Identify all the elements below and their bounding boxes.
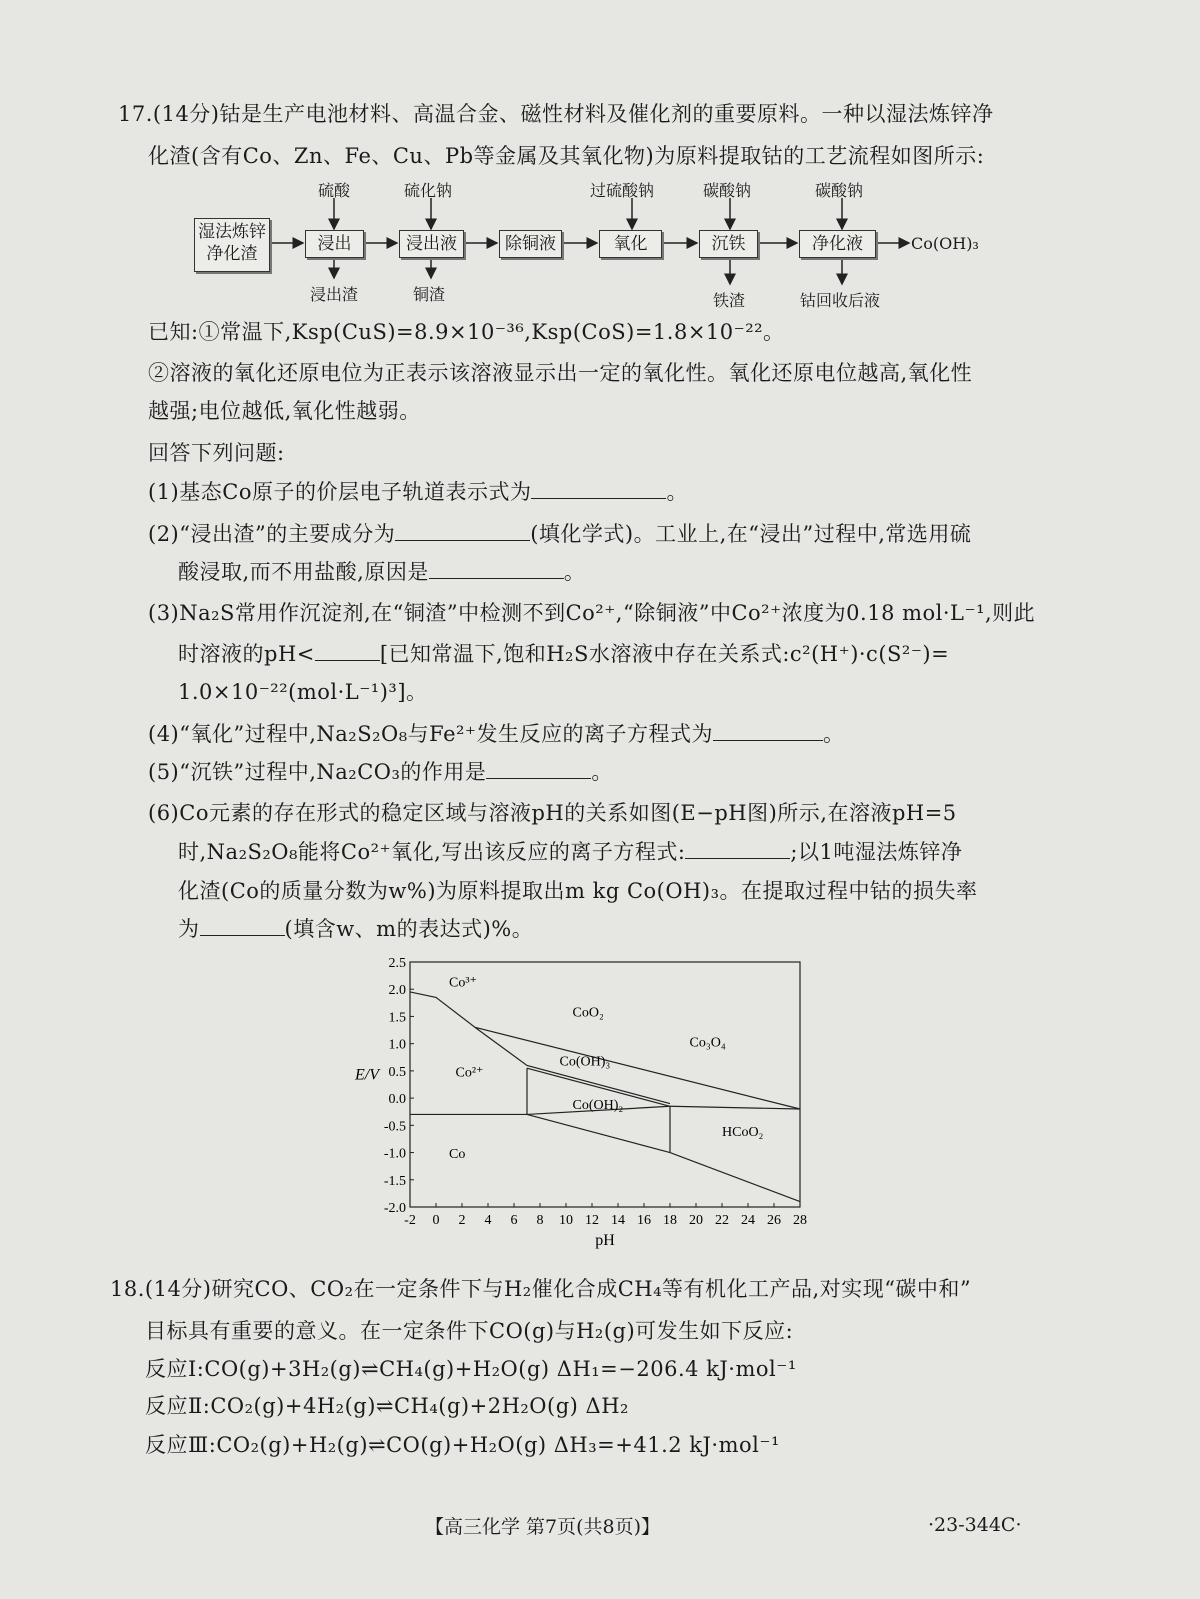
flow-product: Co(OH)₃ [911,234,979,253]
answer-blank-6b[interactable] [200,915,285,936]
answer-blank-5[interactable] [486,758,591,779]
question-4 [148,720,845,747]
flow-step-leachate: 浸出液 [399,230,464,258]
flow-start-label-1: 湿法炼锌 [198,222,266,242]
q18-line2: 目标具有重要的意义。在一定条件下CO(g)与H₂(g)可发生如下反应: [145,1319,794,1343]
question-1-text: (1)基态Co原子的价层电子轨道表示式为 [148,480,532,504]
answer-prompt: 回答下列问题: [148,441,285,465]
x-tick-label: 8 [536,1213,544,1228]
flow-input-3: 过硫酸钠 [590,181,655,200]
x-tick-label: 0 [432,1213,440,1228]
x-tick-label: 18 [663,1213,677,1228]
question-3b-tail: [已知常温下,饱和H₂S水溶液中存在关系式:c²(H⁺)·c(S²⁻)= [379,642,950,666]
y-tick-label: -1.5 [383,1173,406,1189]
x-tick-label: 2 [458,1213,466,1228]
answer-blank-2b[interactable] [429,558,564,579]
x-tick-label: 20 [689,1213,703,1228]
known-1: 已知:①常温下,Ksp(CuS)=8.9×10⁻³⁶,Ksp(CoS)=1.8×10⁻²²。 [148,320,785,344]
region-label: HCoO₂ [722,1125,764,1141]
y-tick-label: -2.0 [383,1201,406,1216]
region-label: CoO₂ [572,1005,604,1021]
question-2b [178,558,585,585]
question-3a: (3)Na₂S常用作沉淀剂,在“铜渣”中检测不到Co²⁺,“除铜液”中Co²⁺浓度为0.18 mol·L⁻¹,则此 [148,601,1036,625]
period-1: 。 [666,480,688,504]
x-axis-label: pH [595,1232,615,1249]
flow-output-4: 钴回收后液 [800,291,881,310]
question-6b [178,838,962,865]
y-tick-label: 2.5 [388,956,406,971]
flow-step-leaching: 浸出 [305,230,364,258]
y-axis-label: E/V [355,1066,379,1084]
e-ph-chart [345,950,825,1260]
flow-step-oxidation: 氧化 [599,230,662,258]
question-3b [178,640,949,667]
answer-blank-3[interactable] [315,640,380,661]
question-2a-tail: (填化学式)。工业上,在“浸出”过程中,常选用硫 [530,522,972,546]
answer-blank-2a[interactable] [395,520,530,541]
boundary-line [670,1106,800,1109]
reaction-1: 反应Ⅰ:CO(g)+3H₂(g)⇌CH₄(g)+H₂O(g) ΔH₁=−206.4 kJ·mol⁻¹ [145,1357,797,1381]
footer-page-info: 【高三化学 第7页(共8页)】 [425,1516,661,1538]
period-4: 。 [823,722,845,746]
answer-blank-6a[interactable] [685,838,790,859]
y-tick-label: 2.0 [388,983,406,999]
known-2a: ②溶液的氧化还原电位为正表示该溶液显示出一定的氧化性。氧化还原电位越高,氧化性 [148,361,973,385]
flow-step-decopper: 除铜液 [499,230,562,258]
question-6b-text: 时,Na₂S₂O₈能将Co²⁺氧化,写出该反应的离子方程式: [178,840,686,864]
period-5: 。 [591,760,613,784]
y-tick-label: 1.5 [388,1010,406,1026]
question-2a-text: (2)“浸出渣”的主要成分为 [148,522,396,546]
flow-input-2: 硫化钠 [404,181,453,200]
x-tick-label: -2 [404,1213,416,1228]
flow-start-box [194,218,270,272]
region-label: Co³⁺ [449,975,477,991]
x-tick-label: 12 [585,1213,599,1228]
question-6d [178,915,533,942]
answer-blank-4[interactable] [713,720,823,741]
question-5 [148,758,613,785]
x-tick-label: 14 [611,1213,625,1228]
flow-start-label-2: 净化渣 [206,244,258,264]
flow-step-iron-removal: 沉铁 [699,230,758,258]
region-label: Co(OH)₃ [559,1054,611,1070]
y-tick-label: 0.0 [388,1092,406,1108]
plot-frame [410,962,800,1207]
x-tick-label: 24 [741,1213,755,1228]
period-2: 。 [563,560,586,584]
flow-output-3: 铁渣 [713,291,746,310]
reaction-2: 反应Ⅱ:CO₂(g)+4H₂(g)⇌CH₄(g)+2H₂O(g) ΔH₂ [145,1394,629,1418]
region-label: Co²⁺ [455,1065,484,1081]
question-6b-tail: ;以1吨湿法炼锌净 [790,840,963,864]
q18-line1: 18.(14分)研究CO、CO₂在一定条件下与H₂催化合成CH₄等有机化工产品,对实现“碳中和” [110,1277,972,1301]
boundary-line [410,1106,670,1114]
x-tick-label: 22 [715,1213,729,1228]
question-2a [148,520,971,547]
question-2b-text: 酸浸取,而不用盐酸,原因是 [178,560,429,584]
x-tick-label: 28 [793,1213,807,1228]
y-tick-label: 0.5 [388,1064,406,1080]
question-3c: 1.0×10⁻²²(mol·L⁻¹)³]。 [178,680,428,704]
q17-line2: 化渣(含有Co、Zn、Fe、Cu、Pb等金属及其氧化物)为原料提取钴的工艺流程如图所示: [148,144,985,168]
x-tick-label: 26 [767,1213,781,1228]
flow-step-purified: 净化液 [799,230,876,258]
question-6a: (6)Co元素的存在形式的稳定区域与溶液pH的关系如图(E−pH图)所示,在溶液pH=5 [148,801,957,825]
question-6d-text: 为 [178,917,200,941]
question-3b-text: 时溶液的pH< [178,642,315,666]
q17-line1: 17.(14分)钴是生产电池材料、高温合金、磁性材料及催化剂的重要原料。一种以湿法炼锌净 [118,102,994,126]
flow-arrows [0,0,1200,320]
region-label: Co [449,1147,466,1162]
y-tick-label: -1.0 [383,1146,406,1162]
y-tick-label: -0.5 [383,1119,406,1135]
flow-output-2: 铜渣 [413,285,446,304]
flow-output-1: 浸出渣 [310,285,359,304]
question-5-text: (5)“沉铁”过程中,Na₂CO₃的作用是 [148,760,487,784]
flow-input-1: 硫酸 [318,181,351,200]
x-tick-label: 6 [510,1213,518,1228]
region-label: Co₃O₄ [689,1035,726,1051]
question-1 [148,478,688,505]
x-tick-label: 4 [484,1213,492,1228]
footer-code: ·23-344C· [928,1514,1022,1536]
y-tick-label: 1.0 [388,1037,406,1053]
answer-blank-1[interactable] [531,478,666,499]
flow-input-5: 碳酸钠 [815,181,864,200]
region-label: Co(OH)₂ [572,1098,624,1113]
question-4-text: (4)“氧化”过程中,Na₂S₂O₈与Fe²⁺发生反应的离子方程式为 [148,722,713,746]
x-tick-label: 16 [637,1213,651,1228]
reaction-3: 反应Ⅲ:CO₂(g)+H₂(g)⇌CO(g)+H₂O(g) ΔH₃=+41.2 kJ·mol⁻¹ [145,1433,780,1457]
flow-input-4: 碳酸钠 [703,181,752,200]
question-6d-tail: (填含w、m的表达式)%。 [284,917,534,941]
x-tick-label: 10 [559,1213,573,1228]
boundary-line [410,992,800,1109]
known-2b: 越强;电位越低,氧化性越弱。 [148,399,421,423]
question-6c: 化渣(Co的质量分数为w%)为原料提取出m kg Co(OH)₃。在提取过程中钴的损失率 [178,879,978,903]
